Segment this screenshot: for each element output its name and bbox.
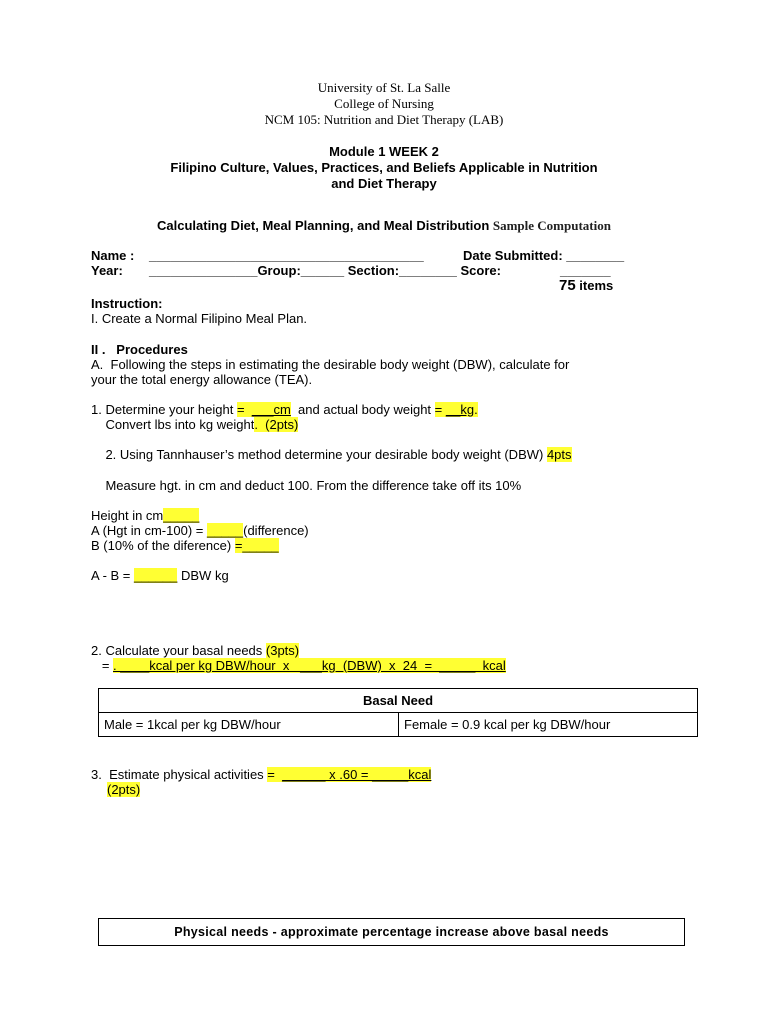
height-equals: = <box>236 402 252 417</box>
step-3-line <box>91 767 431 782</box>
measure-instruction: Measure hgt. in cm and deduct 100. From the difference take off its 10% <box>91 478 522 493</box>
step-3-equals: = <box>267 767 283 782</box>
step-2-text: 2. Using Tannhauser’s method determine your desirable body weight (DBW) <box>91 447 547 462</box>
course-title: NCM 105: Nutrition and Diet Therapy (LAB) <box>264 112 504 127</box>
year-label: Year: <box>91 263 123 278</box>
weight-blank: __kg <box>445 402 475 417</box>
basal-need-header: Basal Need <box>99 689 698 713</box>
basal-equation-line <box>91 658 506 673</box>
weight-period: . <box>474 402 478 417</box>
b-line <box>91 538 279 553</box>
basal-need-male: Male = 1kcal per kg DBW/hour <box>99 713 399 737</box>
ab-blank: ______ <box>134 568 178 583</box>
a-line <box>91 523 309 538</box>
items-count <box>559 278 613 293</box>
name-label: Name : <box>91 248 135 263</box>
height-cm-blank: _____ <box>163 508 200 523</box>
basal-points: (3pts) <box>265 643 300 658</box>
step-1-text: 1. Determine your height <box>91 402 237 417</box>
a-blank: _____ <box>206 523 244 538</box>
basal-equation: . ____kcal per kg DBW/hour x ___kg (DBW) x 24 = _____ kcal <box>113 658 506 673</box>
basal-text: 2. Calculate your basal needs <box>91 643 266 658</box>
step-3-text: 3. Estimate physical activities <box>91 767 268 782</box>
sample-computation-note: Sample Computation <box>492 218 611 233</box>
convert-text: Convert lbs into kg weight <box>91 417 255 432</box>
date-submitted-label: Date Submitted: ________ <box>463 248 625 263</box>
a-text: A (Hgt in cm-100) = <box>91 523 207 538</box>
height-blank: ___cm <box>251 402 291 417</box>
step-2-line <box>91 447 572 462</box>
score-blank: _______ <box>560 263 611 278</box>
instruction-heading: Instruction: <box>91 296 163 311</box>
procedures-intro-1: A. Following the steps in estimating the desirable body weight (DBW), calculate for <box>91 357 570 372</box>
step-3-points-line <box>107 782 140 797</box>
physical-needs-title: Physical needs - approximate percentage increase above basal needs <box>174 925 609 939</box>
ab-text: A - B = <box>91 568 134 583</box>
step-3-points: (2pts) <box>107 782 141 797</box>
subtitle-text: Calculating Diet, Meal Planning, and Meal Distribution <box>157 218 493 233</box>
topic-line-1: Filipino Culture, Values, Practices, and Beliefs Applicable in Nutrition <box>170 160 598 175</box>
physical-needs-box <box>98 918 685 946</box>
instruction-line: I. Create a Normal Filipino Meal Plan. <box>91 311 308 326</box>
step-1-mid: and actual body weight <box>290 402 435 417</box>
convert-line <box>91 417 298 432</box>
b-text: B (10% of the diference) <box>91 538 235 553</box>
ab-line <box>91 568 229 583</box>
basal-need-table <box>98 688 698 737</box>
procedures-heading: II . Procedures <box>91 342 188 357</box>
topic-line-2: and Diet Therapy <box>331 176 437 191</box>
height-text: Height in cm <box>91 508 164 523</box>
year-group-section-score: _______________Group:______ Section:________ Score: <box>149 263 501 278</box>
worksheet-subtitle <box>0 218 768 233</box>
university-name: University of St. La Salle <box>317 80 451 95</box>
basal-equals: = <box>91 658 114 673</box>
college-name: College of Nursing <box>334 96 434 111</box>
items-number: 75 <box>559 277 576 294</box>
items-label: items <box>575 278 614 293</box>
module-title: Module 1 WEEK 2 <box>329 144 439 159</box>
procedures-intro-2: your the total energy allowance (TEA). <box>91 372 313 387</box>
basal-line <box>91 643 299 658</box>
height-line <box>91 508 199 523</box>
a-difference: (difference) <box>243 523 309 538</box>
weight-equals: = <box>434 402 446 417</box>
convert-points: . (2pts) <box>254 417 299 432</box>
ab-dbw: DBW kg <box>177 568 229 583</box>
step-3-equation: ______ x .60 = _____kcal <box>282 767 432 782</box>
name-blank: ______________________________________ <box>149 248 424 263</box>
b-blank: =_____ <box>234 538 279 553</box>
basal-need-female: Female = 0.9 kcal per kg DBW/hour <box>399 713 698 737</box>
step-1-line <box>91 402 478 417</box>
step-2-points: 4pts <box>546 447 572 462</box>
